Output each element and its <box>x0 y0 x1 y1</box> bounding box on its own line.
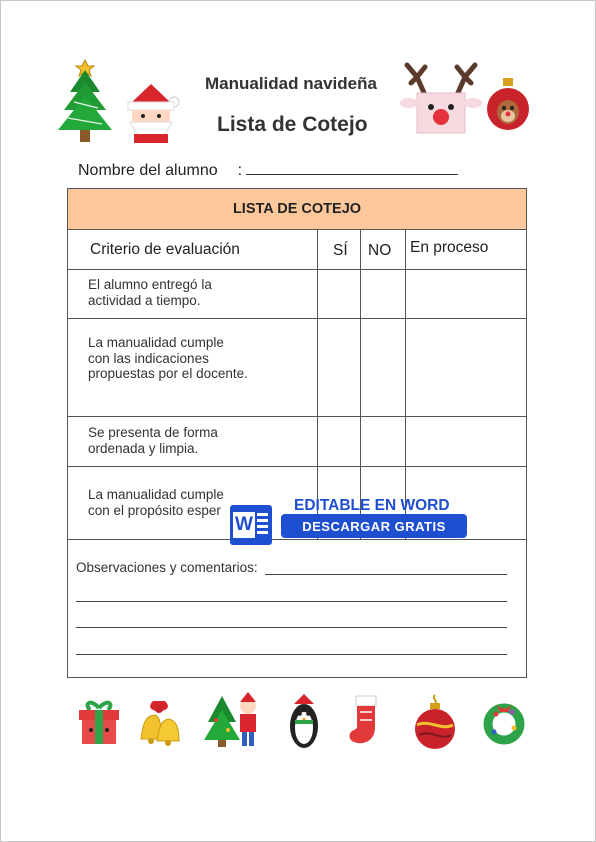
criterion-row-4: La manualidad cumple con el propósito esper <box>88 487 224 518</box>
student-name-label: Nombre del alumno <box>78 162 218 179</box>
word-letter: W <box>233 512 255 538</box>
reindeer-gift-box-icon <box>395 55 487 137</box>
column-divider <box>360 229 361 539</box>
boy-with-tree-icon <box>202 690 264 750</box>
observations-label: Observaciones y comentarios: <box>76 560 258 575</box>
column-header-criterio: Criterio de evaluación <box>90 241 240 258</box>
column-divider <box>405 229 406 539</box>
ornament-ball-icon <box>411 693 459 751</box>
activity-subtitle: Manualidad navideña <box>205 74 377 93</box>
word-icon[interactable] <box>230 505 272 545</box>
stocking-icon <box>346 692 384 750</box>
penguin-icon <box>286 694 322 750</box>
column-header-en-proceso: En proceso <box>410 239 489 256</box>
editable-in-word-label[interactable]: EDITABLE EN WORD <box>294 497 450 514</box>
gift-box-icon <box>76 698 122 746</box>
santa-claus-icon <box>120 82 182 144</box>
table-caption: LISTA DE COTEJO <box>68 189 526 230</box>
criterion-row-3: Se presenta de forma ordenada y limpia. <box>88 425 218 456</box>
observations-line[interactable] <box>76 601 507 602</box>
row-divider <box>68 416 526 417</box>
student-name-field[interactable] <box>246 160 458 175</box>
bells-icon <box>135 697 183 747</box>
christmas-tree-icon <box>54 52 116 144</box>
observations-line[interactable] <box>265 574 507 575</box>
student-name-colon: : <box>237 162 243 179</box>
row-divider <box>68 318 526 319</box>
row-divider <box>68 539 526 540</box>
checklist-table <box>67 188 527 678</box>
column-divider <box>317 229 318 539</box>
criterion-row-1: El alumno entregó la actividad a tiempo. <box>88 277 212 308</box>
column-header-no: NO <box>368 242 392 259</box>
row-divider <box>68 269 526 270</box>
student-name-row <box>78 160 458 180</box>
download-free-button[interactable]: DESCARGAR GRATIS <box>281 514 467 538</box>
reindeer-ornament-icon <box>485 76 531 134</box>
observations-line[interactable] <box>76 654 507 655</box>
observations-line[interactable] <box>76 627 507 628</box>
page-title: Lista de Cotejo <box>217 113 368 136</box>
column-header-si: SÍ <box>333 242 348 259</box>
row-divider <box>68 466 526 467</box>
wreath-icon <box>482 698 526 746</box>
criterion-row-2: La manualidad cumple con las indicaciones propuestas por el docente. <box>88 335 248 381</box>
